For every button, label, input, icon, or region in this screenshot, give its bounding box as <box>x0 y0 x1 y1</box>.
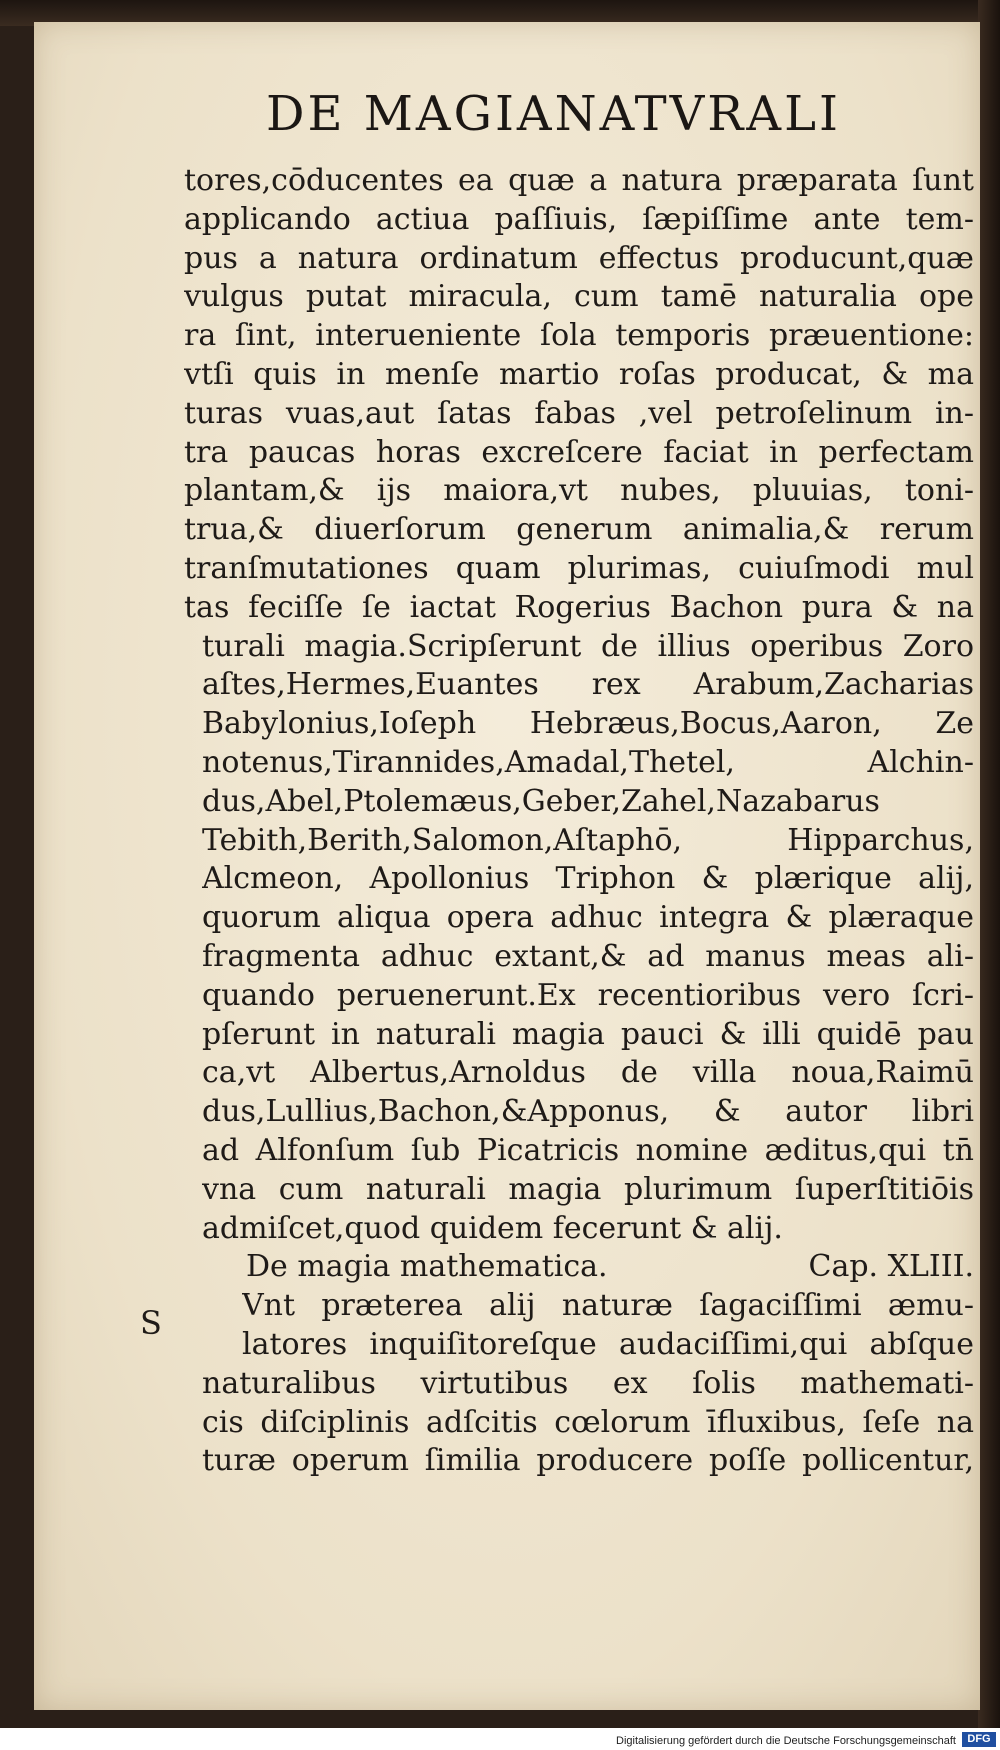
text-line: quorum aliqua opera adhuc integra & plæraque <box>202 900 974 936</box>
text-line: admiſcet,quod quidem fecerunt & alij. <box>202 1210 783 1246</box>
text-line: vna cum naturali magia plurimum ſuperſtitiōis <box>202 1171 974 1207</box>
text-line: applicando actiua paſſiuis, ſæpiſſime ante tem- <box>184 201 974 237</box>
text-line: ad Alfonſum ſub Picatricis nomine æditus,qui tn̄ <box>202 1132 974 1168</box>
text-line: Tebith,Berith,Salomon,Aſtaphō, Hipparchus, <box>202 822 974 858</box>
text-line: plantam,& ijs maiora,vt nubes, pluuias, toni- <box>184 473 974 509</box>
text-line: cis diſciplinis adſcitis cœlorum īfluxibus, ſeſe na <box>202 1404 974 1440</box>
running-head: DE MAGIANATVRALI <box>266 86 841 142</box>
text-line: turæ operum ſimilia producere poſſe pollicentur, <box>202 1443 974 1479</box>
text-line: ca,vt Albertus,Arnoldus de villa noua,Raimū <box>202 1055 974 1091</box>
chapter-heading <box>246 1248 974 1287</box>
text-line: pus a natura ordinatum effectus producunt,quæ <box>184 240 974 276</box>
chapter-title: De magia mathematica. <box>246 1249 608 1285</box>
text-line: Alcmeon, Apollonius Triphon & plærique alij, <box>202 861 974 897</box>
digitization-footer <box>0 1728 1000 1750</box>
book-page <box>34 22 980 1710</box>
dfg-logo-icon: DFG <box>962 1732 996 1747</box>
text-line: tas feciſſe ſe iactat Rogerius Bachon pura & na <box>184 589 974 625</box>
text-line: naturalibus virtutibus ex ſolis mathemati- <box>202 1365 974 1401</box>
book-edge-right <box>978 0 1000 1750</box>
text-line: quando peruenerunt.Ex recentioribus vero ſcri- <box>202 977 974 1013</box>
text-line: tra paucas horas excreſcere faciat in perfectam <box>184 434 974 470</box>
text-line: ra ſint, interueniente ſola temporis præuentione: <box>184 318 974 354</box>
text-line: notenus,Tirannides,Amadal,Thetel, Alchin- <box>202 744 974 780</box>
text-line: aſtes,Hermes,Euantes rex Arabum,Zacharias <box>202 667 974 703</box>
text-line: turas vuas,aut ſatas fabas ,vel petroſelinum in- <box>184 395 974 431</box>
text-line: Vnt præterea alij naturæ ſagaciſſimi æmu- <box>242 1288 974 1324</box>
text-line: turali magia.Scripſerunt de illius operibus Zoro <box>202 628 974 664</box>
footer-credit: Digitalisierung gefördert durch die Deutsche Forschungsgemeinschaft <box>616 1735 956 1747</box>
text-line: dus,Abel,Ptolemæus,Geber,Zahel,Nazabarus <box>202 783 880 819</box>
text-block <box>184 162 974 1481</box>
text-line: dus,Lullius,Bachon,&Apponus, & autor libri <box>202 1094 974 1130</box>
text-line: fragmenta adhuc extant,& ad manus meas ali- <box>202 938 974 974</box>
text-line: latores inquiſitoreſque audaciſſimi,qui abſque <box>242 1326 974 1362</box>
drop-initial: S <box>140 1304 162 1342</box>
text-line: vtſi quis in menſe martio roſas producat, & ma <box>184 356 974 392</box>
text-line: tranſmutationes quam plurimas, cuiuſmodi mul <box>184 550 974 586</box>
text-line: pſerunt in naturali magia pauci & illi quidē pau <box>202 1016 974 1052</box>
text-line: tores,cōducentes ea quæ a natura præparata ſunt <box>184 163 974 198</box>
text-line: Babylonius,Ioſeph Hebræus,Bocus,Aaron, Ze <box>202 706 974 742</box>
chapter-number: Cap. XLIII. <box>808 1249 974 1285</box>
text-line: vulgus putat miracula, cum tamē naturalia ope <box>184 279 974 315</box>
text-line: trua,& diuerſorum generum animalia,& rerum <box>184 512 974 548</box>
